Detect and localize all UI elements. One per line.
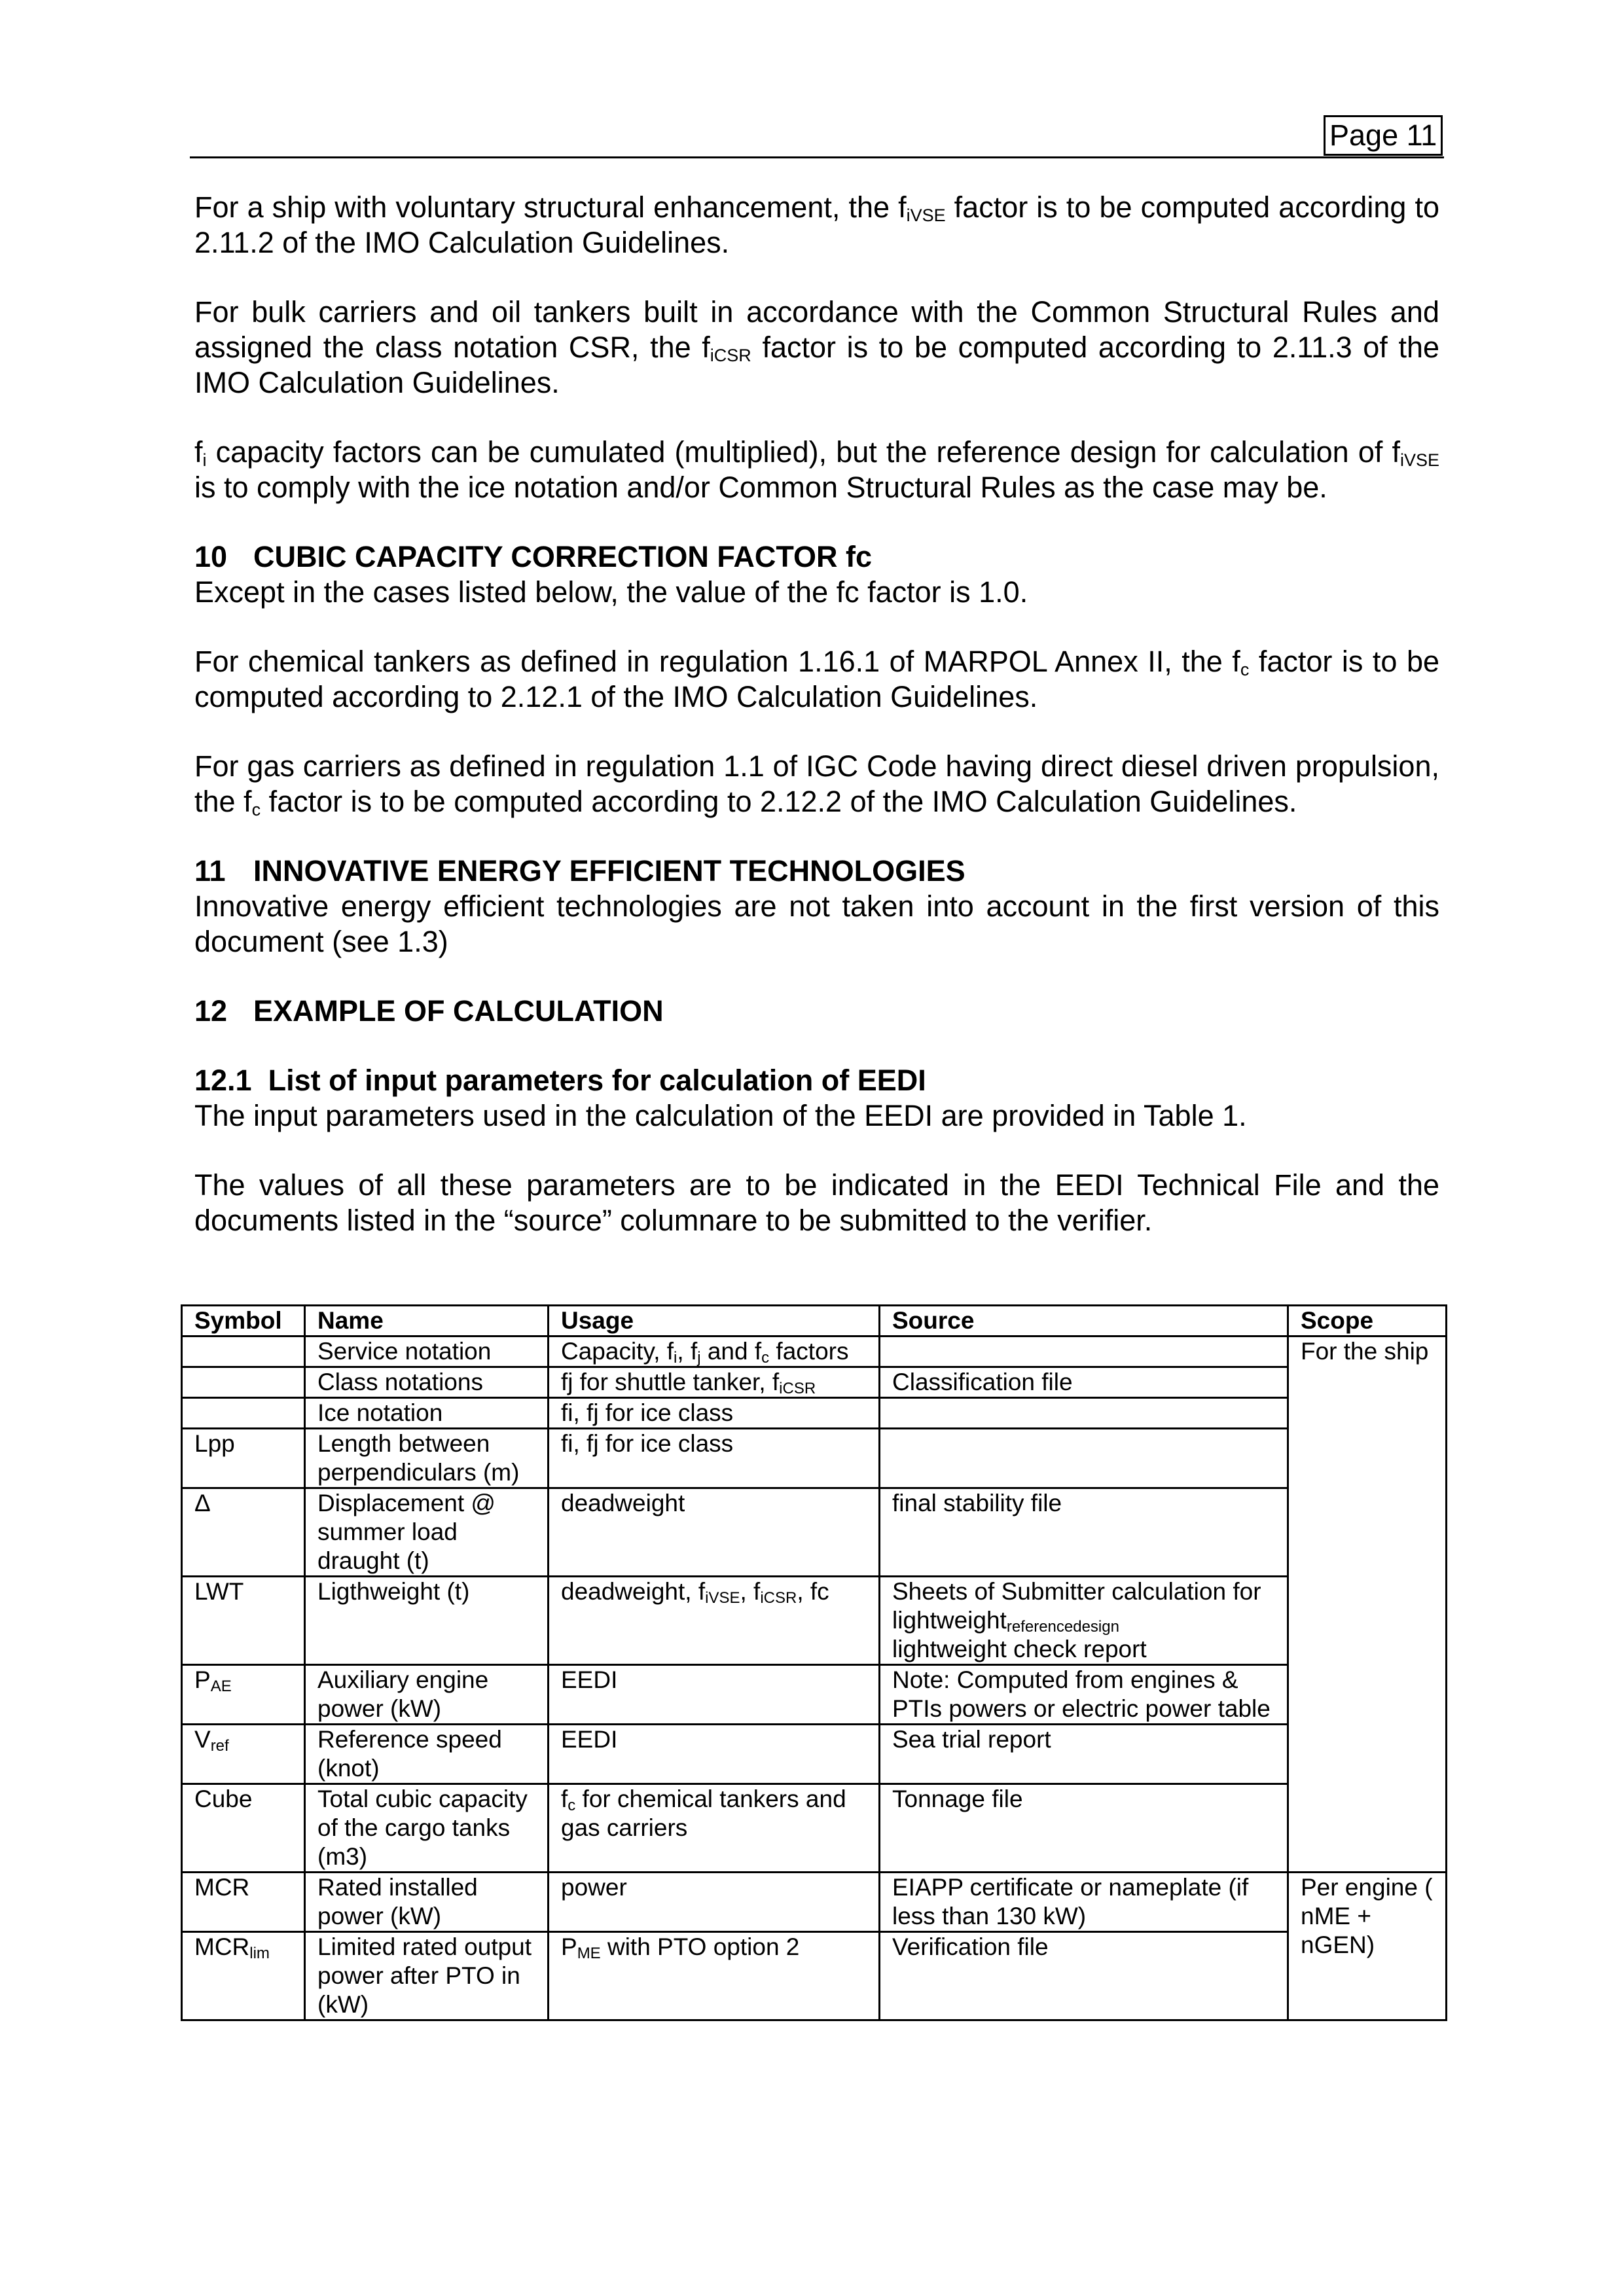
section-11-heading: 11 INNOVATIVE ENERGY EFFICIENT TECHNOLOGIES: [194, 854, 965, 888]
section-12-1-text: The input parameters used in the calculation of the EEDI are provided in Table 1.: [194, 1099, 1247, 1132]
table-row: Cube Total cubic capacity of the cargo tanks (m3) $f_c$ for chemical tankers and gas carriers Tonnage file: [182, 1784, 1447, 1873]
section-12-heading: 12 EXAMPLE OF CALCULATION: [194, 994, 664, 1028]
section-10-heading: 10 CUBIC CAPACITY CORRECTION FACTOR fc: [194, 540, 873, 573]
scope-ship-cell: For the ship: [1288, 1336, 1447, 1873]
paragraph-capacity-factors: $f_i$ capacity factors can be cumulated (multiplied), but the reference design for calculation of $f_{iVSE}$ is to comply with the ice notation and/or Common Structural Rules as the case may be.: [194, 435, 1439, 504]
table-row: $P_{AE}$ Auxiliary engine power (kW) EEDI Note: Computed from engines & PTIs powers or electric power table: [182, 1665, 1447, 1725]
input-parameters-table: [181, 1304, 1447, 2021]
table-row: $MCR_{lim}$ Limited rated output power after PTO in (kW) $P_{ME}$ with PTO option 2 Verification file: [182, 1932, 1447, 2020]
section-11-text: Innovative energy efficient technologies are not taken into account in the first version of this document (see 1.3): [194, 889, 1439, 958]
table-row: Class notations fj for shuttle tanker, $f_{iCSR}$ Classification file: [182, 1367, 1447, 1398]
table-header-row: [182, 1306, 1447, 1336]
paragraph-gas-carriers: For gas carriers as defined in regulation 1.1 of IGC Code having direct diesel driven propulsion, the $f_c$ factor is to be computed according to 2.12.2 of the IMO Calculation Guidelines.: [194, 749, 1439, 819]
table-row: LWT Ligthweight (t) deadweight, $f_{iVSE}$, $f_{iCSR}$, fc Sheets of Submitter calculation for lightweight$_{referencedesign}$ lightweight check report: [182, 1577, 1447, 1665]
table-row: $V_{ref}$ Reference speed (knot) EEDI Sea trial report: [182, 1725, 1447, 1784]
page-number-label: Page 11: [1324, 115, 1443, 156]
paragraph-chemical-tankers: For chemical tankers as defined in regulation 1.16.1 of MARPOL Annex II, the $f_c$ factor is to be computed according to 2.12.1 of the IMO Calculation Guidelines.: [194, 645, 1440, 713]
section-12-1-heading: 12.1 List of input parameters for calculation of EEDI: [194, 1064, 926, 1097]
table-row: Lpp Length between perpendiculars (m) fi, fj for ice class: [182, 1429, 1447, 1488]
table-row: MCR Rated installed power (kW) power EIAPP certificate or nameplate (if less than 130 kW) Per engine ( nME + nGEN): [182, 1873, 1447, 1932]
table-row: Service notation Capacity, $f_i$, $f_j$ and $f_c$ factors For the ship: [182, 1336, 1447, 1367]
header-source: Source: [880, 1306, 1288, 1336]
paragraph-common-structural-rules: For bulk carriers and oil tankers built in accordance with the Common Structural Rules and assigned the class notation CSR, the $f_{iCSR}$ factor is to be computed according to 2.11.3 of the IMO Calculation Guidelines.: [194, 295, 1440, 399]
header-name: Name: [305, 1306, 549, 1336]
header-symbol: Symbol: [182, 1306, 305, 1336]
table-row: Δ Displacement @ summer load draught (t) deadweight final stability file: [182, 1488, 1447, 1577]
header-scope: Scope: [1288, 1306, 1447, 1336]
paragraph-technical-file: The values of all these parameters are to be indicated in the EEDI Technical File and the documents listed in the “source” columnare to be submitted to the verifier.: [194, 1168, 1439, 1237]
header-usage: Usage: [549, 1306, 880, 1336]
scope-engine-cell: Per engine ( nME + nGEN): [1288, 1873, 1447, 2020]
table-row: Ice notation fi, fj for ice class: [182, 1398, 1447, 1429]
document-body: [194, 190, 1439, 1238]
section-10-intro: Except in the cases listed below, the value of the fc factor is 1.0.: [194, 575, 1028, 609]
paragraph-voluntary-structural: For a ship with voluntary structural enhancement, the $f_{iVSE}$ factor is to be computed according to 2.11.2 of the IMO Calculation Guidelines.: [194, 190, 1439, 259]
header-rule: [190, 156, 1444, 158]
